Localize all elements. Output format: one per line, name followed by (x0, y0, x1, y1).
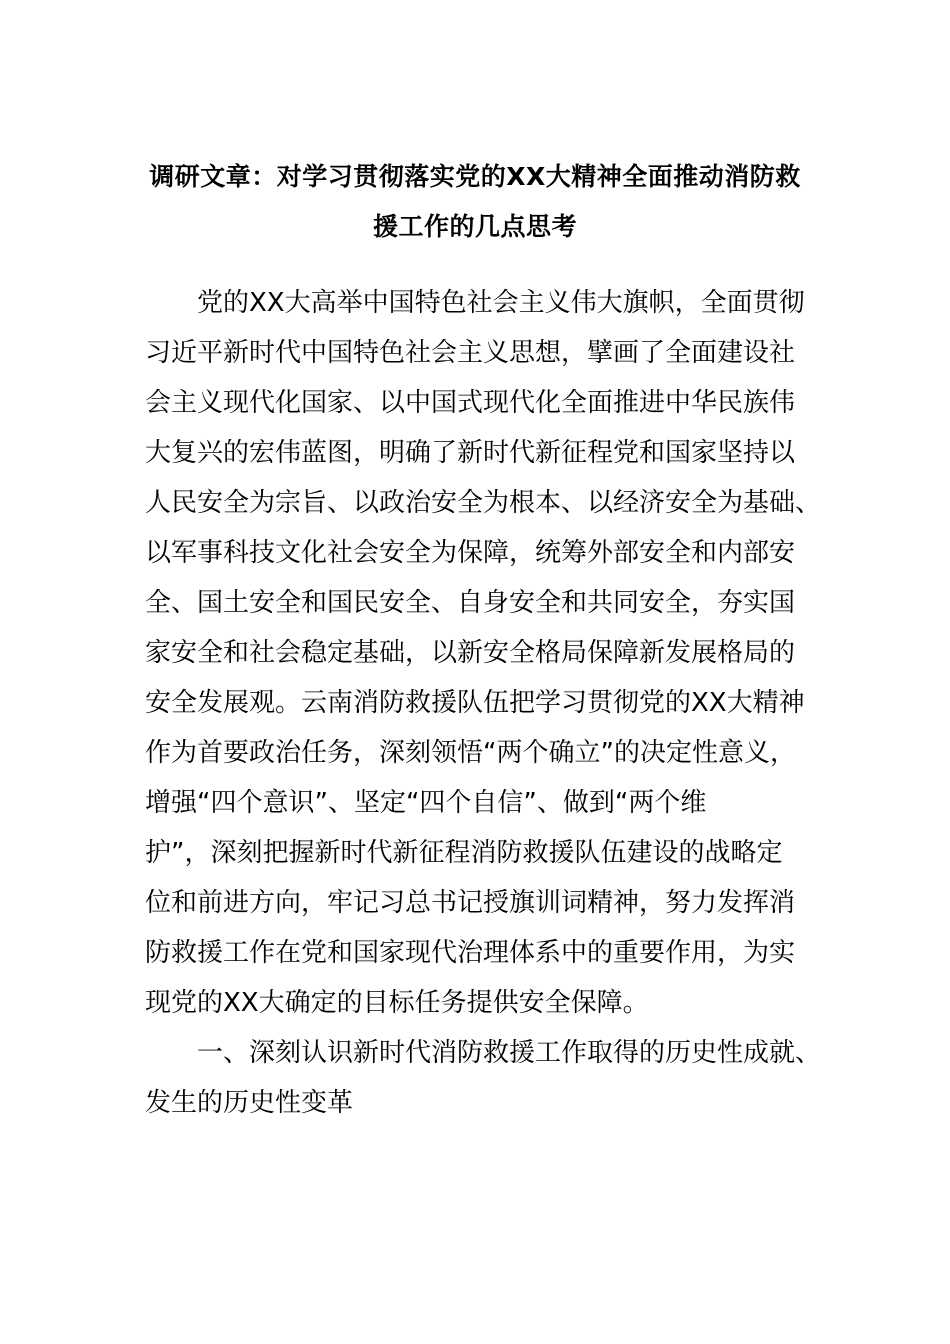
section-heading-line-2: 发生的历史性变革 (145, 1088, 354, 1118)
document-title-line-2: 援工作的几点思考 (372, 212, 577, 241)
paragraph-1-line-1: 党的XX大高举中国特色社会主义伟大旗帜，全面贯彻 (197, 288, 805, 318)
paragraph-1-line-12: 护”，深刻把握新时代新征程消防救援队伍建设的战略定 (145, 838, 783, 868)
paragraph-1-line-15: 现党的XX大确定的目标任务提供安全保障。 (145, 988, 649, 1018)
paragraph-1-line-4: 大复兴的宏伟蓝图，明确了新时代新征程党和国家坚持以 (145, 438, 796, 468)
paragraph-1-line-6: 以军事科技文化社会安全为保障，统筹外部安全和内部安 (145, 538, 796, 568)
paragraph-1-line-13: 位和前进方向，牢记习总书记授旗训词精神，努力发挥消 (145, 888, 796, 918)
paragraph-1-line-7: 全、国土安全和国民安全、自身安全和共同安全，夯实国 (145, 588, 796, 618)
document-title-line-1: 调研文章：对学习贯彻落实党的XX大精神全面推动消防救 (149, 162, 801, 191)
paragraph-1-line-2: 习近平新时代中国特色社会主义思想，擘画了全面建设社 (145, 338, 796, 368)
paragraph-1-line-5: 人民安全为宗旨、以政治安全为根本、以经济安全为基础、 (145, 488, 822, 518)
paragraph-1-line-14: 防救援工作在党和国家现代治理体系中的重要作用，为实 (145, 938, 796, 968)
section-heading-line-1: 一、深刻认识新时代消防救援工作取得的历史性成就、 (197, 1038, 822, 1068)
paragraph-1-line-11: 增强“四个意识”、坚定“四个自信”、做到“两个维 (145, 788, 707, 818)
paragraph-1-line-8: 家安全和社会稳定基础，以新安全格局保障新发展格局的 (145, 638, 796, 668)
paragraph-1-line-10: 作为首要政治任务，深刻领悟“两个确立”的决定性意义， (145, 738, 796, 768)
paragraph-1-line-3: 会主义现代化国家、以中国式现代化全面推进中华民族伟 (145, 388, 796, 418)
paragraph-1-line-9: 安全发展观。云南消防救援队伍把学习贯彻党的XX大精神 (145, 688, 805, 718)
